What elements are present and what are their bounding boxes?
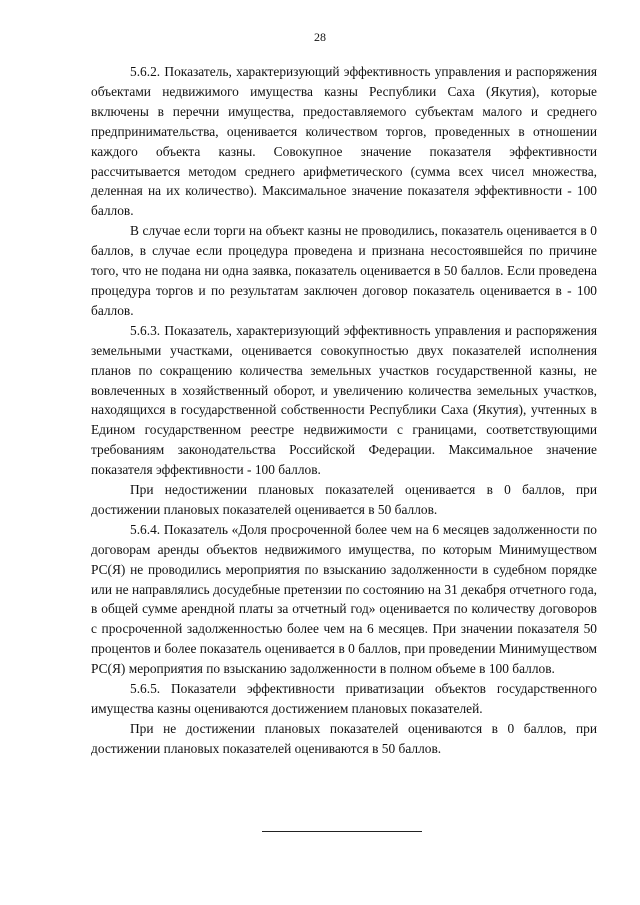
paragraph-land-scoring: При недостижении плановых показателей оценивается в 0 баллов, при достижении плановых показателей оценивается в 50 баллов. <box>91 482 597 517</box>
paragraph-5-6-3: 5.6.3. Показатель, характеризующий эффективность управления и распоряжения земельными участками, оценивается совокупностью двух показателей исполнения планов по сокращению количества земельных участков государственной казны, не вовлеченных в хозяйственный оборот, и увеличению количества земельных участков, находящихся в государственной собственности Республики Саха (Якутия), учтенных в Едином государственном реестре недвижимости с границами, соответствующими требованиям законодательства Российской Федерации. Максимальное значение показателя эффективности - 100 баллов. <box>91 322 597 478</box>
end-divider-line <box>262 831 422 832</box>
paragraph-privatization-scoring: При не достижении плановых показателей оцениваются в 0 баллов, при достижении плановых показателей оцениваются в 50 баллов. <box>91 720 597 756</box>
paragraph-5-6-4: 5.6.4. Показатель «Доля просроченной более чем на 6 месяцев задолженности по договорам аренды объектов недвижимого имущества, по которым Минимуществом РС(Я) не проводились мероприятия по взысканию задолженности в судебном порядке или не направлялись досудебные претензии по состоянию на 31 декабря отчетного года, в общей сумме арендной платы за отчетный год» оценивается по количеству договоров с просроченной задолженностью более чем на 6 месяцев. При значении показателя 50 процентов и более показатель оценивается в 0 баллов, при проведении Минимуществом РС(Я) мероприятия по взысканию задолженности в полном объеме в 100 баллов. <box>91 521 597 677</box>
paragraph-5-6-2: 5.6.2. Показатель, характеризующий эффективность управления и распоряжения объектами недвижимого имущества казны Республики Саха (Якутия), которые включены в перечни имущества, предоставляемого субъектам малого и среднего предпринимательства, оценивается количеством торгов, проведенных в отношении каждого объекта казны. Совокупное значение показателя эффективности рассчитывается методом среднего арифметического (сумма всех чисел множества, деленная на их количество). Максимальное значение показателя эффективности - 100 баллов. <box>91 64 597 219</box>
page-number: 28 <box>314 30 326 44</box>
paragraph-5-6-5: 5.6.5. Показатели эффективности приватизации объектов государственного имущества казны оцениваются достижением плановых показателей. <box>91 681 597 716</box>
paragraph-auction-scoring: В случае если торги на объект казны не проводились, показатель оценивается в 0 баллов, в случае если процедура проведена и признана несостоявшейся по причине того, что не подана ни одна заявка, показатель оценивается в 50 баллов. Если проведена процедура торгов и по результатам заключен договор показатель оценивается в - 100 баллов. <box>91 223 597 318</box>
document-body <box>91 62 597 759</box>
